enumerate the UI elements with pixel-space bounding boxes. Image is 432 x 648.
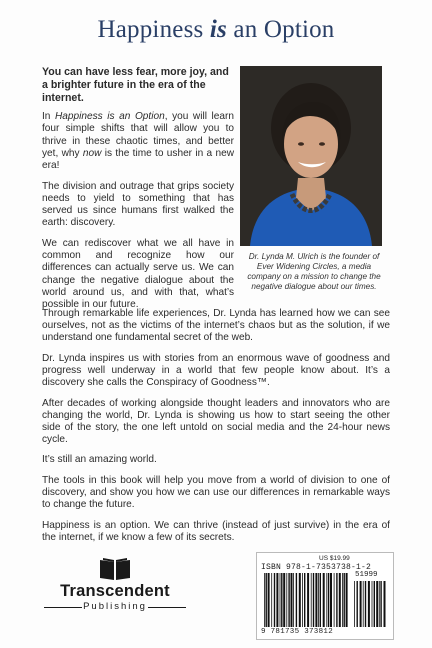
author-caption: Dr. Lynda M. Ulrich is the founder of Ever Widening Circles, a media company on a mission to change the negative dialogue about our times. xyxy=(247,252,381,291)
book-title xyxy=(0,16,432,44)
barcode-bar xyxy=(339,573,341,627)
barcode-bar xyxy=(293,573,294,627)
author-portrait-illustration xyxy=(240,66,382,246)
price-label: US $19.99 xyxy=(319,555,350,562)
barcode-bar xyxy=(365,581,366,627)
barcode-bar xyxy=(280,573,281,627)
barcode-bar xyxy=(286,573,287,627)
barcode-bar xyxy=(323,573,325,627)
title-text-2: an Option xyxy=(226,16,335,43)
barcode-bar xyxy=(318,573,319,627)
experience-paragraph: Through remarkable life experiences, Dr. Lynda has learned how we can see ourselves, not as the victims of the internet’s chaos but as the solution, if we understand one fundamental secret of the web. xyxy=(42,308,390,344)
lead-paragraph: You can have less fear, more joy, and a brighter future in the era of the internet. xyxy=(42,66,229,104)
barcode-bar xyxy=(307,573,309,627)
barcode-bar xyxy=(357,581,358,627)
barcode-bar xyxy=(328,573,329,627)
barcode-bar xyxy=(302,573,303,627)
barcode-bar xyxy=(372,581,373,627)
barcode-bar xyxy=(363,581,364,627)
isbn-label: ISBN 978-1-7353738-1-2 xyxy=(261,563,372,572)
intro-now-word: now xyxy=(82,147,102,159)
barcode-bar xyxy=(315,573,317,627)
barcode-bar xyxy=(330,573,332,627)
division-paragraph: The division and outrage that grips society needs to yield to something that has served us since humans first walked the earth: discovery. xyxy=(42,180,234,229)
barcode-bar xyxy=(384,581,386,627)
barcode-bar xyxy=(360,581,362,627)
barcode-bar xyxy=(354,581,355,627)
barcode-bar xyxy=(271,573,272,627)
barcode-bar xyxy=(346,573,348,627)
barcode-bar xyxy=(344,573,345,627)
author-photo xyxy=(240,66,382,246)
barcode-bar xyxy=(291,573,293,627)
barcode-bar xyxy=(296,573,297,627)
addon-number: 51999 xyxy=(355,571,378,579)
intro-text-c: is the time to usher in a new era! xyxy=(42,147,234,171)
tools-paragraph: The tools in this book will help you move from a world of division to one of discovery, and show you how we can use our differences in remarkable ways to change the future. xyxy=(42,475,390,511)
barcode-bar xyxy=(342,573,343,627)
barcode-bar xyxy=(264,573,265,627)
barcode-bar xyxy=(268,573,270,627)
barcode-bar xyxy=(281,573,282,627)
barcode-bar xyxy=(376,581,378,627)
ean-number: 9 781735 373812 xyxy=(261,628,334,636)
barcode-bar xyxy=(326,573,327,627)
barcode-bar xyxy=(313,573,314,627)
open-book-icon xyxy=(98,556,132,582)
intro-column xyxy=(42,66,234,320)
barcode-bar xyxy=(283,573,285,627)
closing-paragraph: Happiness is an option. We can thrive (instead of just survive) in the era of the internet, if we know a few of its secrets. xyxy=(42,519,390,543)
barcode-bar xyxy=(311,573,312,627)
amazing-world-paragraph: It’s still an amazing world. xyxy=(42,454,157,466)
goodness-paragraph: Dr. Lynda inspires us with stories from an enormous wave of goodness and progress well underway in a world that few people know about. It’s a discovery she calls the Conspiracy of Goodness™. xyxy=(42,352,390,388)
intro-text-b: , you will learn four simple shifts that will allow you to thrive in these chaotic times, and better yet, why xyxy=(42,111,234,159)
intro-book-title: Happiness is an Option xyxy=(55,111,165,123)
intro-paragraph xyxy=(42,111,234,171)
body-text xyxy=(42,308,390,553)
barcode-bar xyxy=(368,581,370,627)
decades-paragraph: After decades of working alongside thought leaders and innovators who are changing the world, Dr. Lynda is showing us how to start seeing the other side of the story, the one left untold on social media and the 24-hour news cycle. xyxy=(42,397,390,445)
barcode-bar xyxy=(274,573,275,627)
publisher-name: Transcendent xyxy=(60,582,170,600)
barcode-bar xyxy=(320,573,321,627)
barcode-bar xyxy=(276,573,278,627)
barcode-bar xyxy=(334,573,335,627)
barcode-bar xyxy=(299,573,301,627)
barcode-bar xyxy=(379,581,380,627)
rediscover-paragraph: We can rediscover what we all have in common and recognize how our differences can actually serve us. We can change the negative dialogue about the world around us, and with that, what’s possible in our future. xyxy=(42,238,234,310)
barcode-bar xyxy=(336,573,337,627)
barcode-bar xyxy=(374,581,375,627)
publisher-logo xyxy=(40,556,190,616)
barcode-box xyxy=(256,552,394,640)
barcode-bar xyxy=(380,581,381,627)
intro-text-a: In xyxy=(42,111,55,123)
barcode-bar xyxy=(304,573,305,627)
title-emphasis: is xyxy=(209,16,227,43)
title-text-1: Happiness xyxy=(97,16,210,43)
barcode-bar xyxy=(266,573,267,627)
publisher-subtitle: Publishing xyxy=(83,601,147,612)
publisher-rule-right xyxy=(148,607,186,608)
addon-barcode xyxy=(353,581,389,627)
barcode-bar xyxy=(288,573,289,627)
ean-barcode xyxy=(263,573,349,627)
